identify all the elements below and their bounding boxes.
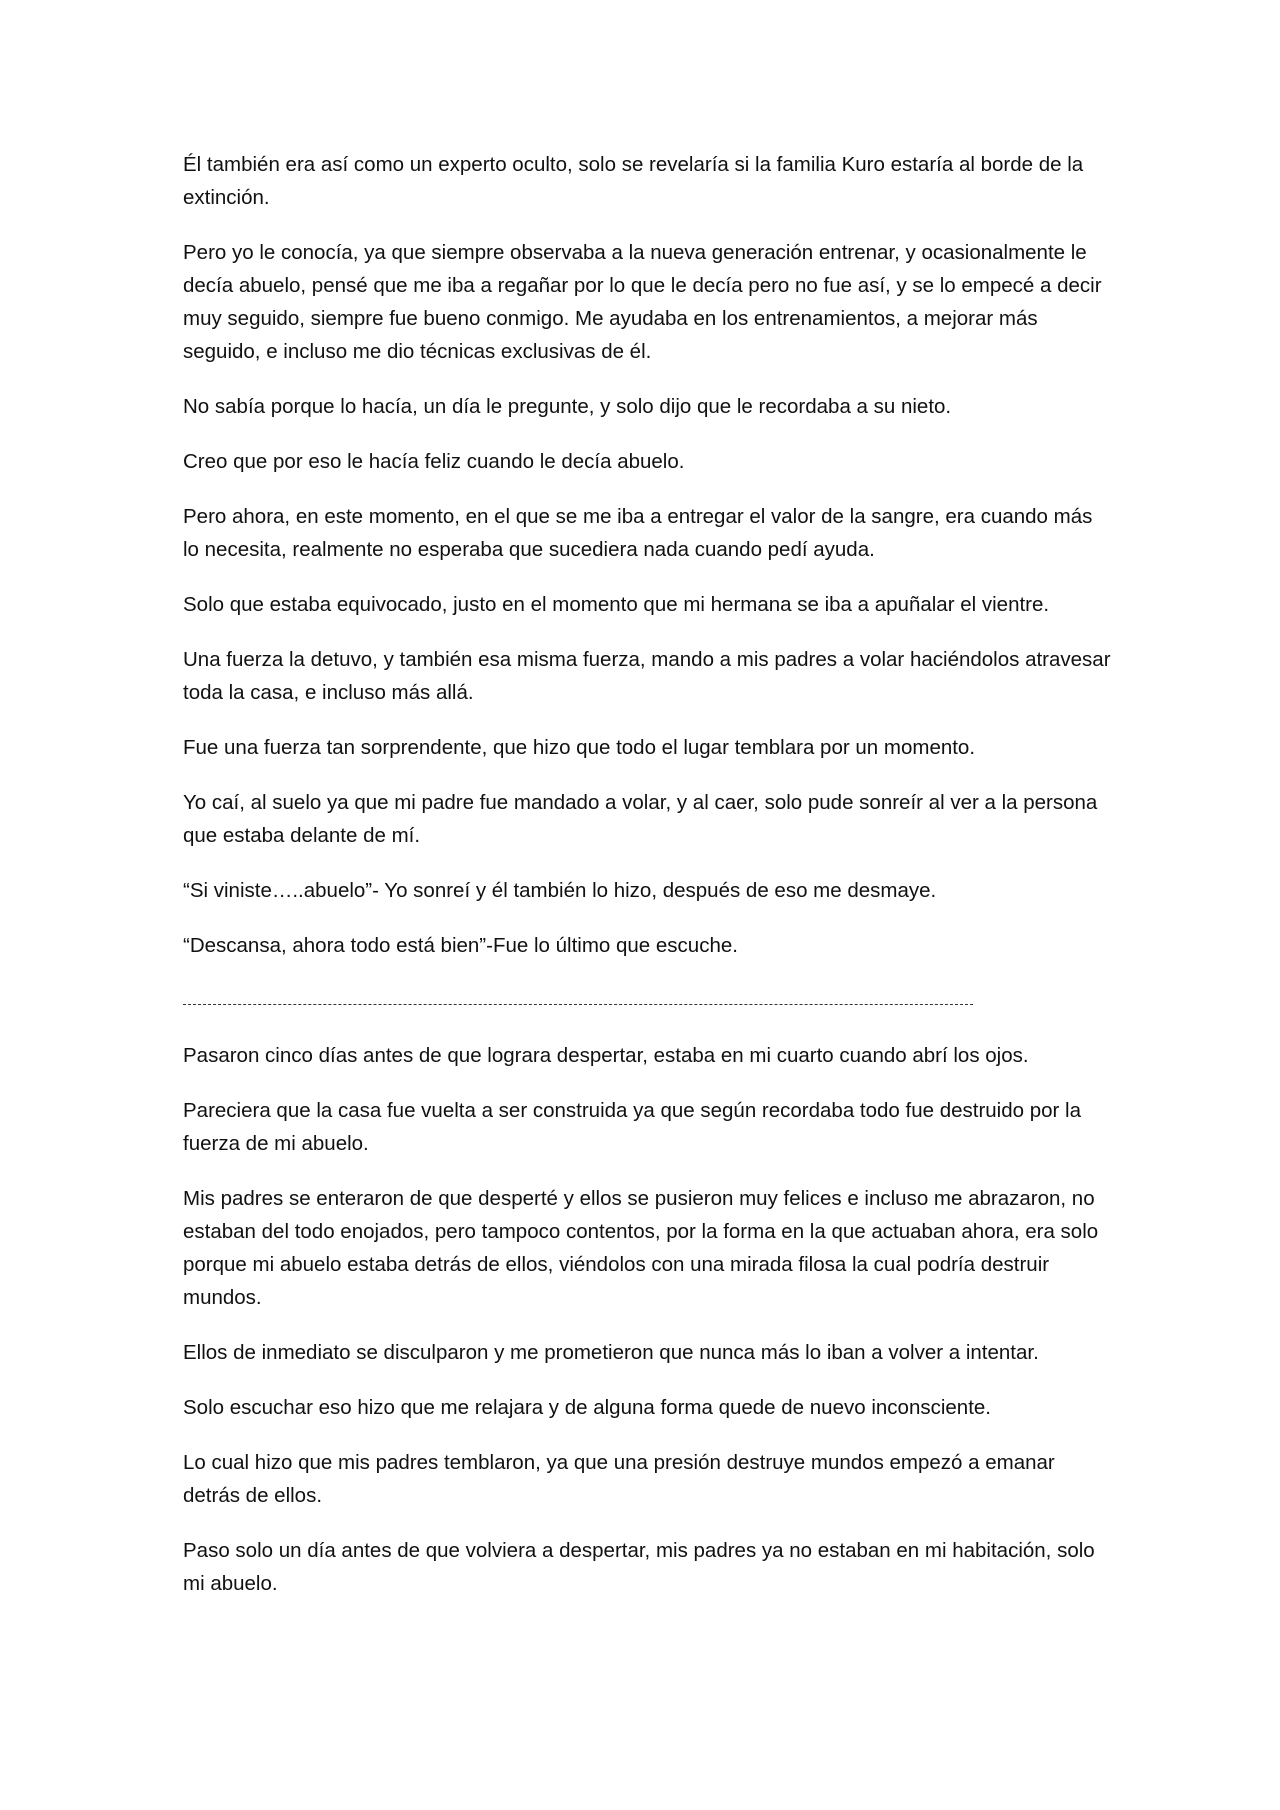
paragraph: Una fuerza la detuvo, y también esa misma fuerza, mando a mis padres a volar haciéndolos atravesar toda la casa, e incluso más allá.	[183, 648, 1111, 704]
paragraph: Pero yo le conocía, ya que siempre observaba a la nueva generación entrenar, y ocasionalmente le decía abuelo, pensé que me iba a regañar por lo que le decía pero no fue así, y se lo empecé a decir muy seguido, siempre fue bueno conmigo. Me ayudaba en los entrenamientos, a mejorar más seguido, e incluso me dio técnicas exclusivas de él.	[183, 241, 1102, 363]
paragraph: Fue una fuerza tan sorprendente, que hizo que todo el lugar temblara por un momento.	[183, 736, 976, 759]
paragraph: “Si viniste…..abuelo”- Yo sonreí y él también lo hizo, después de eso me desmaye.	[183, 879, 937, 902]
document-page	[183, 148, 1113, 1622]
paragraph: Pero ahora, en este momento, en el que se me iba a entregar el valor de la sangre, era cuando más lo necesita, realmente no esperaba que sucediera nada cuando pedí ayuda.	[183, 505, 1093, 561]
paragraph: Mis padres se enteraron de que desperté y ellos se pusieron muy felices e incluso me abrazaron, no estaban del todo enojados, pero tampoco contentos, por la forma en la que actuaban ahora, era solo porque mi abuelo estaba detrás de ellos, viéndolos con una mirada filosa la cual podría destruir mundos.	[183, 1187, 1099, 1309]
paragraph: Pareciera que la casa fue vuelta a ser construida ya que según recordaba todo fue destruido por la fuerza de mi abuelo.	[183, 1099, 1082, 1155]
paragraph: “Descansa, ahora todo está bien”-Fue lo último que escuche.	[183, 934, 738, 957]
paragraph: Lo cual hizo que mis padres temblaron, ya que una presión destruye mundos empezó a emanar detrás de ellos.	[183, 1451, 1055, 1507]
section-separator	[183, 984, 1113, 1017]
paragraph: Él también era así como un experto oculto, solo se revelaría si la familia Kuro estaría al borde de la extinción.	[183, 153, 1084, 209]
paragraph: Solo que estaba equivocado, justo en el momento que mi hermana se iba a apuñalar el vientre.	[183, 593, 1050, 616]
paragraph: Pasaron cinco días antes de que lograra despertar, estaba en mi cuarto cuando abrí los ojos.	[183, 1044, 1029, 1067]
paragraph: No sabía porque lo hacía, un día le pregunte, y solo dijo que le recordaba a su nieto.	[183, 395, 952, 418]
paragraph: Paso solo un día antes de que volviera a despertar, mis padres ya no estaban en mi habitación, solo mi abuelo.	[183, 1539, 1095, 1595]
paragraph: Creo que por eso le hacía feliz cuando le decía abuelo.	[183, 450, 685, 473]
paragraph: Solo escuchar eso hizo que me relajara y de alguna forma quede de nuevo inconsciente.	[183, 1396, 991, 1419]
paragraph: Yo caí, al suelo ya que mi padre fue mandado a volar, y al caer, solo pude sonreír al ver a la persona que estaba delante de mí.	[183, 791, 1098, 847]
paragraph: Ellos de inmediato se disculparon y me prometieron que nunca más lo iban a volver a intentar.	[183, 1341, 1039, 1364]
dashed-rule	[183, 1004, 973, 1005]
